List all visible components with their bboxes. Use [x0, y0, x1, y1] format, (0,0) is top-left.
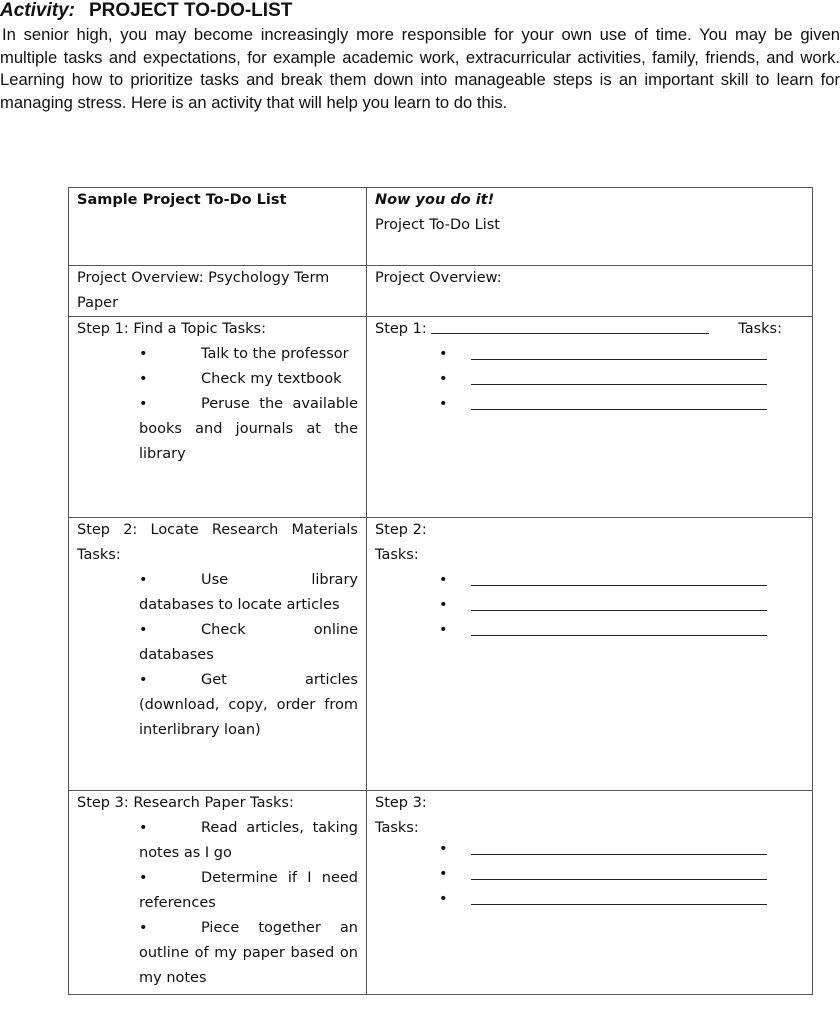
bullet-icon: • — [439, 371, 448, 387]
step-name-blank[interactable] — [431, 317, 709, 334]
blank-line[interactable] — [471, 635, 767, 636]
task-blank[interactable] — [375, 593, 804, 618]
sample-task: • Talk to the professor — [139, 342, 358, 367]
sample-task: • Piece together an outline of my paper based on my notes — [139, 916, 358, 991]
sample-step-title: Step 2: Locate Research Materials Tasks: — [77, 522, 358, 563]
yours-step-cell — [367, 518, 813, 791]
yours-overview: Project Overview: — [375, 270, 502, 286]
blank-line[interactable] — [471, 409, 767, 410]
yours-tasks-label: Tasks: — [375, 820, 419, 836]
blank-line[interactable] — [471, 384, 767, 385]
bullet-icon: • — [439, 866, 448, 882]
header-row — [69, 188, 813, 266]
sample-task: • Read articles, taking notes as I go — [139, 816, 358, 866]
bullet-icon: • — [139, 622, 148, 638]
yours-overview-cell — [367, 266, 813, 317]
activity-heading — [0, 0, 292, 22]
bullet-icon: • — [139, 870, 148, 886]
sample-task: • Use library databases to locate articles — [139, 568, 358, 618]
task-blank[interactable] — [375, 862, 804, 887]
yours-header-sub: Project To-Do List — [375, 217, 500, 233]
sample-task: • Check online databases — [139, 618, 358, 668]
step-row — [69, 518, 813, 791]
blank-line[interactable] — [471, 610, 767, 611]
overview-row — [69, 266, 813, 317]
sample-step-title: Step 1: Find a Topic Tasks: — [77, 321, 266, 337]
bullet-icon: • — [139, 346, 148, 362]
sample-overview: Project Overview: Psychology Term Paper — [77, 270, 330, 311]
bullet-icon: • — [139, 371, 148, 387]
yours-step-label: Step 1: — [375, 321, 427, 337]
bullet-icon: • — [139, 820, 148, 836]
sample-task-list — [77, 816, 358, 991]
sample-task-list — [77, 568, 358, 743]
yours-step-line — [375, 317, 804, 342]
task-blank[interactable] — [375, 367, 804, 392]
yours-header-title: Now you do it! — [375, 192, 495, 208]
task-blank[interactable] — [375, 887, 804, 912]
sample-header-cell — [69, 188, 367, 266]
sample-step-cell — [69, 317, 367, 518]
bullet-icon: • — [439, 597, 448, 613]
sample-task: • Get articles (download, copy, order from interlibrary loan) — [139, 668, 358, 743]
blank-line[interactable] — [471, 854, 767, 855]
task-blank[interactable] — [375, 618, 804, 643]
task-blank-list — [375, 568, 804, 643]
sample-header: Sample Project To-Do List — [77, 192, 287, 208]
task-blank-list — [375, 342, 804, 417]
bullet-icon: • — [139, 672, 148, 688]
activity-label: Activity: — [0, 0, 75, 21]
bullet-icon: • — [439, 396, 448, 412]
sample-task: • Check my textbook — [139, 367, 358, 392]
task-blank[interactable] — [375, 568, 804, 593]
sample-task: • Peruse the available books and journals at the library — [139, 392, 358, 467]
blank-line[interactable] — [471, 359, 767, 360]
bullet-icon: • — [439, 622, 448, 638]
task-blank[interactable] — [375, 837, 804, 862]
blank-line[interactable] — [471, 879, 767, 880]
sample-step-cell — [69, 791, 367, 995]
sample-step-title: Step 3: Research Paper Tasks: — [77, 795, 294, 811]
yours-step-label: Step 3: — [375, 795, 427, 811]
bullet-icon: • — [439, 891, 448, 907]
todo-table — [68, 187, 813, 995]
yours-step-cell — [367, 791, 813, 995]
bullet-icon: • — [139, 920, 148, 936]
yours-step-label: Step 2: — [375, 522, 427, 538]
bullet-icon: • — [139, 396, 148, 412]
intro-paragraph: In senior high, you may become increasingly more responsible for your own use of time. You may be given multiple tasks and expectations, for example academic work, extracurricular activities, family, friends, and work. Learning how to prioritize tasks and break them down into manageable steps is an important skill to learn for managing stress. Here is an activity that will help you learn to do this. — [0, 25, 840, 112]
bullet-icon: • — [439, 841, 448, 857]
task-blank-list — [375, 837, 804, 912]
blank-line[interactable] — [471, 904, 767, 905]
task-blank[interactable] — [375, 342, 804, 367]
yours-step-cell — [367, 317, 813, 518]
bullet-icon: • — [439, 346, 448, 362]
sample-overview-cell — [69, 266, 367, 317]
blank-line[interactable] — [471, 585, 767, 586]
sample-task-list — [77, 342, 358, 467]
step-row — [69, 791, 813, 995]
step-row — [69, 317, 813, 518]
sample-step-cell — [69, 518, 367, 791]
yours-tasks-label: Tasks: — [375, 547, 419, 563]
activity-title: PROJECT TO-DO-LIST — [88, 0, 293, 21]
yours-tasks-label: Tasks: — [738, 321, 782, 337]
bullet-icon: • — [439, 572, 448, 588]
sample-task: • Determine if I need references — [139, 866, 358, 916]
yours-header-cell — [367, 188, 813, 266]
bullet-icon: • — [139, 572, 148, 588]
task-blank[interactable] — [375, 392, 804, 417]
